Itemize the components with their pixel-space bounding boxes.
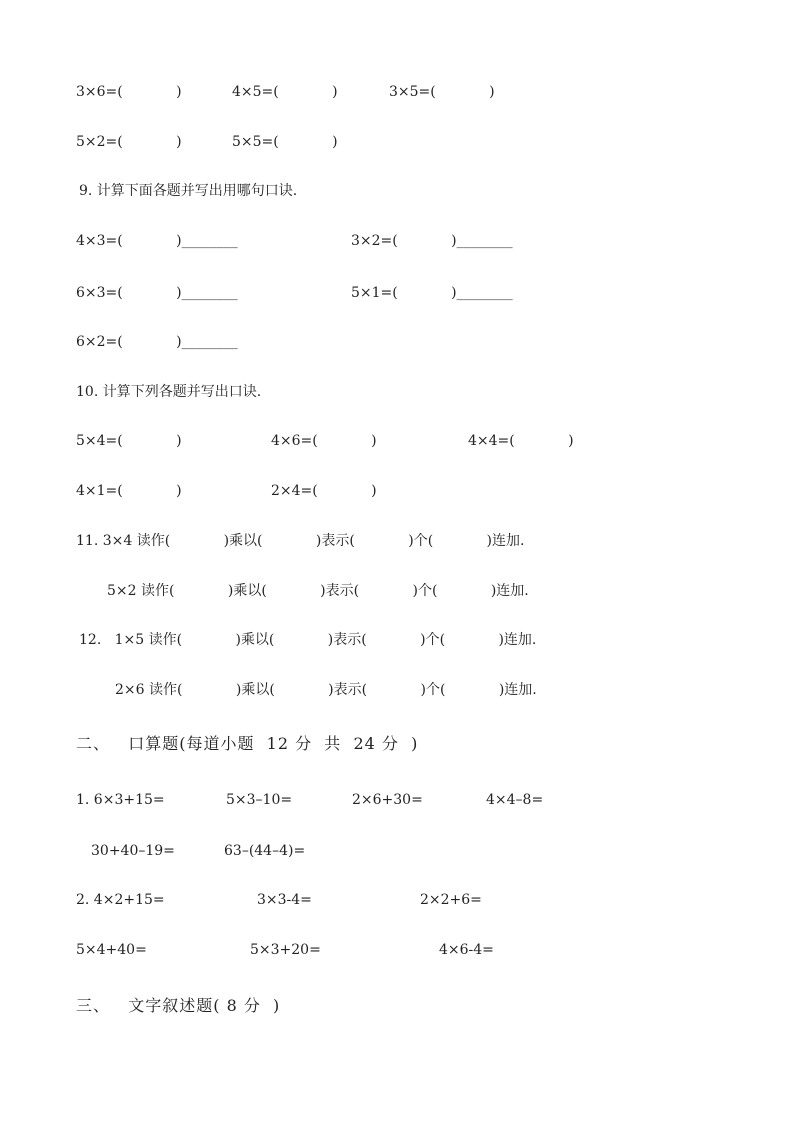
s2-q2-r2-b: 5×3+20= xyxy=(250,942,321,958)
s2-q1-r2-b: 63–(44–4)= xyxy=(224,843,306,859)
p8-r1-c: 3×5=( ) xyxy=(389,84,495,100)
s2-q2-r2-a: 5×4+40= xyxy=(76,942,147,958)
p11-line2: 5×2 读作( )乘以( )表示( )个( )连加. xyxy=(107,583,529,599)
p9-prompt: 9. 计算下面各题并写出用哪句口诀. xyxy=(79,183,298,199)
s2-q1-r1-d: 4×4–8= xyxy=(486,792,544,808)
p9-r2-a: 6×3=( )________ xyxy=(76,285,238,301)
p9-r3-a: 6×2=( )________ xyxy=(76,334,238,350)
p8-r2-a: 5×2=( ) xyxy=(76,134,182,150)
p12-line2: 2×6 读作( )乘以( )表示( )个( )连加. xyxy=(115,682,537,698)
p9-r1-a: 4×3=( )________ xyxy=(76,233,238,249)
s2-q1-r1-b: 5×3–10= xyxy=(226,792,293,808)
section2-heading: 二、 口算题(每道小题 12 分 共 24 分 ) xyxy=(76,734,419,753)
p10-prompt: 10. 计算下列各题并写出口诀. xyxy=(76,384,262,400)
s2-q2-r1-a: 2. 4×2+15= xyxy=(76,892,165,908)
p10-r1-b: 4×6=( ) xyxy=(271,433,377,449)
s2-q2-r1-b: 3×3-4= xyxy=(257,892,312,908)
section3-heading: 三、 文字叙述题( 8 分 ) xyxy=(76,996,281,1015)
p10-r1-a: 5×4=( ) xyxy=(76,433,182,449)
p8-r2-b: 5×5=( ) xyxy=(232,134,338,150)
p11-line1: 11. 3×4 读作( )乘以( )表示( )个( )连加. xyxy=(76,533,525,549)
p10-r2-a: 4×1=( ) xyxy=(76,483,182,499)
s2-q1-r1-c: 2×6+30= xyxy=(352,792,423,808)
p8-r1-a: 3×6=( ) xyxy=(76,84,182,100)
s2-q1-r2-a: 30+40–19= xyxy=(91,843,175,859)
p12-line1: 12. 1×5 读作( )乘以( )表示( )个( )连加. xyxy=(79,632,537,648)
s2-q2-r2-c: 4×6-4= xyxy=(439,942,494,958)
p10-r2-b: 2×4=( ) xyxy=(271,483,377,499)
s2-q2-r1-c: 2×2+6= xyxy=(420,892,482,908)
p9-r2-b: 5×1=( )________ xyxy=(351,285,513,301)
p8-r1-b: 4×5=( ) xyxy=(232,84,338,100)
p10-r1-c: 4×4=( ) xyxy=(468,433,574,449)
p9-r1-b: 3×2=( )________ xyxy=(351,233,513,249)
s2-q1-r1-a: 1. 6×3+15= xyxy=(76,792,165,808)
